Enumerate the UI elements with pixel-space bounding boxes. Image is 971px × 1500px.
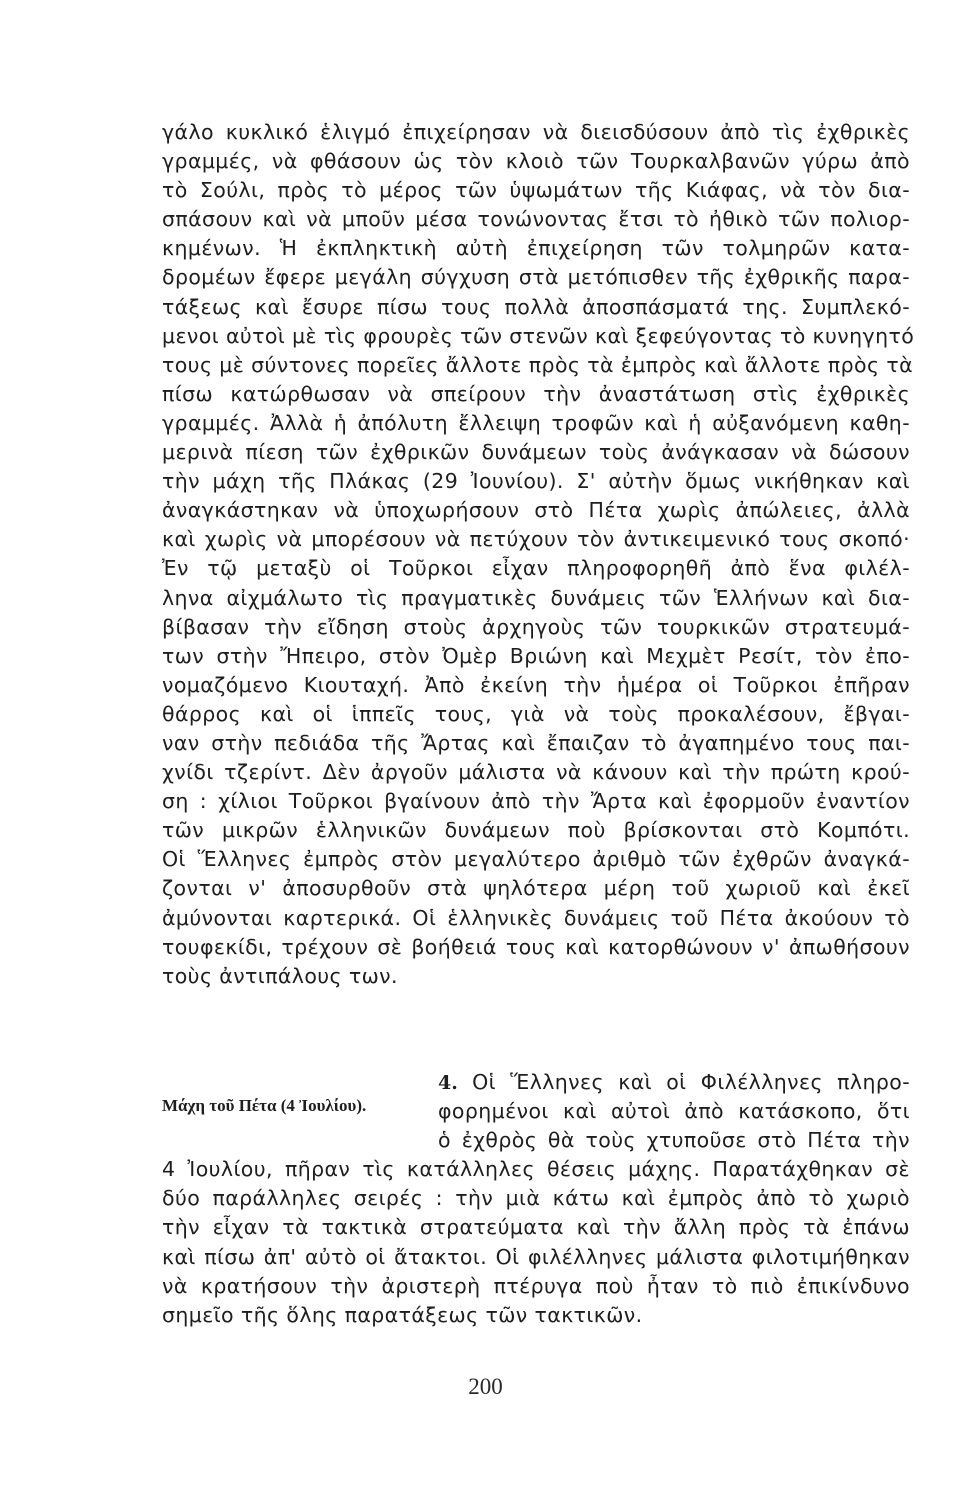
text-line: σημεῖο τῆς ὅλης παρατάξεως τῶν τακτικῶν. bbox=[162, 1302, 643, 1327]
text-line: ναν στὴν πεδιάδα τῆς Ἄρτας καὶ ἔπαιζαν τὸ ἀγαπημένο τους παι- bbox=[162, 730, 910, 755]
text-line: τάξεως καὶ ἔσυρε πίσω τους πολλὰ ἀποσπάσματά της. Συμπλεκό- bbox=[162, 294, 910, 319]
text-line: βίβασαν τὴν εἴδηση στοὺς ἀρχηγοὺς τῶν τουρκικῶν στρατευμά- bbox=[162, 614, 910, 639]
page-number: 200 bbox=[468, 1374, 503, 1399]
text-line: δρομέων ἔφερε μεγάλη σύγχυση στὰ μετόπισθεν τῆς ἐχθρικῆς παρα- bbox=[162, 265, 910, 290]
text-line: σπάσουν καὶ νὰ μποῦν μέσα τονώνοντας ἔτσι τὸ ἠθικὸ τῶν πολιορ- bbox=[162, 207, 910, 232]
section-number: 4. bbox=[438, 1072, 458, 1094]
text-line: φορημένοι καὶ αὐτοὶ ἀπὸ κατάσκοπο, ὅτι bbox=[438, 1099, 910, 1124]
text-line: τὴν μάχη τῆς Πλάκας (29 Ἰουνίου). Σ' αὐτὴν ὅμως νικήθηκαν καὶ bbox=[162, 469, 910, 494]
text-line: τοὺς ἀντιπάλους των. bbox=[162, 963, 398, 988]
text-line: γάλο κυκλικό ἑλιγμό ἐπιχείρησαν νὰ διεισδύσουν ἀπὸ τὶς ἐχθρικὲς bbox=[162, 120, 910, 144]
text-line: τὸ Σούλι, πρὸς τὸ μέρος τῶν ὑψωμάτων τῆς Κιάφας, νὰ τὸν δια- bbox=[162, 178, 910, 203]
text-line: πίσω κατώρθωσαν νὰ σπείρουν τὴν ἀναστάτωση στὶς ἐχθρικὲς bbox=[162, 381, 910, 406]
text-line: Οἱ Ἕλληνες ἐμπρὸς στὸν μεγαλύτερο ἀριθμὸ τῶν ἐχθρῶν ἀναγκά- bbox=[162, 847, 910, 872]
text-line: ση : χίλιοι Τοῦρκοι βγαίνουν ἀπὸ τὴν Ἄρτα καὶ ἐφορμοῦν ἐναντίον bbox=[162, 789, 910, 814]
text-line: καὶ χωρὶς νὰ μπορέσουν νὰ πετύχουν τὸν ἀντικειμενικό τους σκοπό· bbox=[162, 527, 910, 552]
text-line: τὴν εἶχαν τὰ τακτικὰ στρατεύματα καὶ τὴν ἄλλη πρὸς τὰ ἐπάνω bbox=[162, 1215, 910, 1240]
text-line: καὶ πίσω ἀπ' αὐτὸ οἱ ἄτακτοι. Οἱ φιλέλληνες μάλιστα φιλοτιμήθηκαν bbox=[162, 1244, 910, 1269]
section-side-title: Μάχη τοῦ Πέτα (4 Ἰουλίου). bbox=[162, 1096, 367, 1115]
text-line: τῶν μικρῶν ἑλληνικῶν δυνάμεων ποὺ βρίσκονται στὸ Κομπότι. bbox=[162, 818, 910, 843]
text-line: ζονται ν' ἀποσυρθοῦν στὰ ψηλότερα μέρη τοῦ χωριοῦ καὶ ἐκεῖ bbox=[162, 876, 910, 901]
text-line: μερινὰ πίεση τῶν ἐχθρικῶν δυνάμεων τοὺς ἀνάγκασαν νὰ δώσουν bbox=[162, 440, 910, 465]
text-line: των στὴν Ἤπειρο, στὸν Ὀμὲρ Βριώνη καὶ Μεχμὲτ Ρεσίτ, τὸν ἐπο- bbox=[162, 643, 910, 668]
section-first-text: Οἱ Ἕλληνες καὶ οἱ Φιλέλληνες πληρο- bbox=[472, 1070, 911, 1094]
text-line: γραμμές, νὰ φθάσουν ὡς τὸν κλοιὸ τῶν Τουρκαλβανῶν γύρω ἀπὸ bbox=[162, 149, 910, 174]
section-4 bbox=[162, 1068, 910, 1330]
section-first-line bbox=[438, 1068, 910, 1097]
text-line: μενοι αὐτοὶ μὲ τὶς φρουρὲς τῶν στενῶν καὶ ξεφεύγοντας τὸ κυνηγητό bbox=[162, 323, 915, 348]
text-line: ἀμύνονται καρτερικά. Οἱ ἑλληνικὲς δυνάμεις τοῦ Πέτα ἀκούουν τὸ bbox=[162, 905, 910, 930]
text-line: ἀναγκάστηκαν νὰ ὑποχωρήσουν στὸ Πέτα χωρὶς ἀπώλειες, ἀλλὰ bbox=[162, 498, 910, 523]
text-line: κημένων. Ἡ ἐκπληκτικὴ αὐτὴ ἐπιχείρηση τῶν τολμηρῶν κατα- bbox=[162, 236, 910, 261]
text-line: Ἐν τῷ μεταξὺ οἱ Τοῦρκοι εἶχαν πληροφορηθῆ ἀπὸ ἕνα φιλέλ- bbox=[162, 556, 910, 581]
main-text bbox=[162, 118, 915, 991]
text-line: 4 Ἰουλίου, πῆραν τὶς κατάλληλες θέσεις μάχης. Παρατάχθηκαν σὲ bbox=[162, 1157, 910, 1182]
text-line: ὁ ἐχθρὸς θὰ τοὺς χτυποῦσε στὸ Πέτα τὴν bbox=[438, 1128, 910, 1153]
text-line: νὰ κρατήσουν τὴν ἀριστερὴ πτέρυγα ποὺ ἦταν τὸ πιὸ ἐπικίνδυνο bbox=[162, 1273, 910, 1298]
text-line: θάρρος καὶ οἱ ἱππεῖς τους, γιὰ νὰ τοὺς προκαλέσουν, ἔβγαι- bbox=[162, 701, 910, 726]
text-line: ληνα αἰχμάλωτο τὶς πραγματικὲς δυνάμεις τῶν Ἑλλήνων καὶ δια- bbox=[162, 585, 910, 610]
text-line: γραμμές. Ἀλλὰ ἡ ἀπόλυτη ἔλλειψη τροφῶν καὶ ἡ αὐξανόμενη καθη- bbox=[162, 410, 910, 435]
text-line: χνίδι τζερίντ. Δὲν ἀργοῦν μάλιστα νὰ κάνουν καὶ τὴν πρώτη κρού- bbox=[162, 760, 910, 785]
text-line: τους μὲ σύντονες πορεῖες ἄλλοτε πρὸς τὰ ἐμπρὸς καὶ ἄλλοτε πρὸς τὰ bbox=[162, 352, 913, 377]
text-line: τουφεκίδι, τρέχουν σὲ βοήθειά τους καὶ κατορθώνουν ν' ἀπωθήσουν bbox=[162, 934, 910, 959]
text-line: νομαζόμενο Κιουταχή. Ἀπὸ ἐκείνη τὴν ἡμέρα οἱ Τοῦρκοι ἐπῆραν bbox=[162, 672, 910, 697]
text-line: δύο παράλληλες σειρές : τὴν μιὰ κάτω καὶ ἐμπρὸς ἀπὸ τὸ χωριὸ bbox=[162, 1186, 910, 1211]
